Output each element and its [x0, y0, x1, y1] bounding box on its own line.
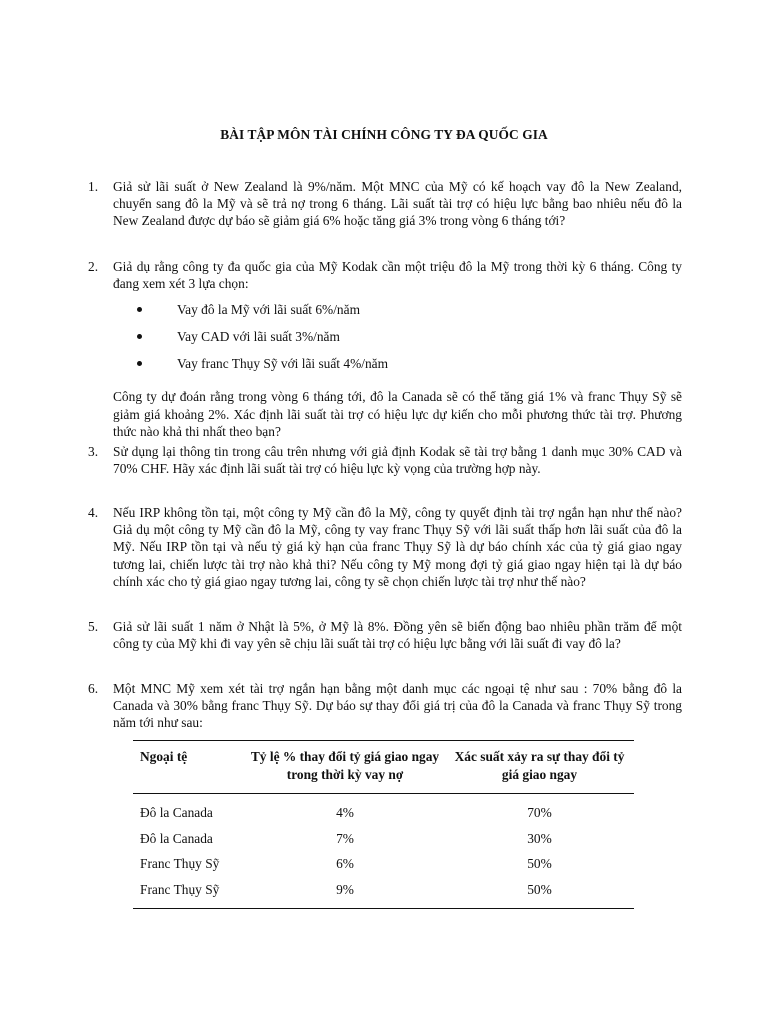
question-6	[88, 680, 682, 732]
question-number: 4.	[88, 505, 99, 520]
bullet-icon	[137, 307, 142, 312]
column-header-currency: Ngoại tệ	[133, 741, 245, 794]
bullet-icon	[137, 361, 142, 366]
cell-change: 7%	[336, 830, 354, 846]
column-header-probability: Xác suất xảy ra sự thay đổi tỷ giá giao ngay	[445, 741, 634, 794]
bullet-icon	[137, 334, 142, 339]
question-number: 3.	[88, 444, 99, 459]
column-header-change: Tỷ lệ % thay đổi tỷ giá giao ngay trong thời kỳ vay nợ	[245, 741, 445, 794]
cell-change: 9%	[245, 877, 445, 909]
cell-probability: 50%	[527, 856, 552, 872]
option-item: Vay đô la Mỹ với lãi suất 6%/năm	[113, 301, 682, 328]
question-4	[88, 504, 682, 590]
question-text: Giả sử lãi suất 1 năm ở Nhật là 5%, ở Mỹ là 8%. Đồng yên sẽ biến động bao nhiêu phần trăm để một công ty của Mỹ khi đi vay yên sẽ chịu lãi suất tài trợ có hiệu lực bằng với lãi suất đi vay đô la?	[113, 619, 682, 652]
option-item: Vay CAD với lãi suất 3%/năm	[113, 328, 682, 355]
cell-probability: 30%	[527, 830, 552, 846]
question-number: 5.	[88, 619, 99, 634]
question-number: 2.	[88, 259, 99, 274]
question-text: Nếu IRP không tồn tại, một công ty Mỹ cần đô la Mỹ, công ty quyết định tài trợ ngắn hạn như thế nào? Giả dụ một công ty Mỹ cần đô la Mỹ, công ty vay franc Thụy Sỹ với lãi suất thấp hơn lãi suất của đô la Mỹ. Nếu IRP tồn tại và nếu tỷ giá kỳ hạn của franc Thụy Sỹ là dự báo chính xác của tỷ giá giao ngay tương lai, chiến lược tài trợ nào khả thi? Nếu công ty Mỹ mong đợi tỷ giá giao ngay hiện tại là dự báo chính xác cho tỷ giá giao ngay tương lai, công ty sẽ chọn chiến lược tài trợ như thế nào?	[113, 505, 682, 589]
table-row	[133, 877, 634, 909]
question-number: 1.	[88, 179, 99, 194]
cell-currency: Đô la Canada	[140, 805, 213, 821]
question-2	[88, 258, 682, 440]
question-1	[88, 178, 682, 230]
question-text: Một MNC Mỹ xem xét tài trợ ngắn hạn bằng một danh mục các ngoại tệ như sau : 70% bằng đô la Canada và 30% bằng franc Thụy Sỹ. Dự báo sự thay đổi giá trị của đô la Canada và franc Thụy Sỹ trong năm tới như sau:	[113, 681, 682, 731]
cell-probability: 50%	[445, 877, 634, 909]
table-row	[133, 851, 634, 877]
currency-change-table	[133, 740, 634, 909]
question-text: Giả dụ rằng công ty đa quốc gia của Mỹ Kodak cần một triệu đô la Mỹ trong thời kỳ 6 tháng. Công ty đang xem xét 3 lựa chọn:	[113, 259, 682, 292]
question-number: 6.	[88, 681, 99, 696]
option-list	[113, 301, 682, 382]
table-row	[133, 826, 634, 852]
question-text: Giả sử lãi suất ở New Zealand là 9%/năm. Một MNC của Mỹ có kế hoạch vay đô la New Zealand, chuyển sang đô la Mỹ và sẽ trả nợ trong 6 tháng. Lãi suất tài trợ có hiệu lực bằng bao nhiêu nếu đô la New Zealand được dự báo sẽ giảm giá 6% hoặc tăng giá 3% trong vòng 6 tháng tới?	[113, 179, 682, 229]
cell-change: 6%	[336, 856, 354, 872]
document-title: BÀI TẬP MÔN TÀI CHÍNH CÔNG TY ĐA QUỐC GIA	[220, 127, 548, 142]
question-5	[88, 618, 682, 652]
cell-currency: Đô la Canada	[140, 830, 213, 846]
cell-probability: 70%	[527, 805, 552, 821]
cell-currency: Franc Thụy Sỹ	[140, 856, 220, 872]
question-3	[88, 443, 682, 477]
cell-currency: Franc Thụy Sỹ	[133, 877, 245, 909]
option-item: Vay franc Thụy Sỹ với lãi suất 4%/năm	[113, 355, 682, 382]
table-header-row	[133, 741, 634, 794]
cell-change: 4%	[336, 805, 354, 821]
table-row	[133, 794, 634, 826]
question-text: Sử dụng lại thông tin trong câu trên nhưng với giả định Kodak sẽ tài trợ bằng 1 danh mục 30% CAD và 70% CHF. Hãy xác định lãi suất tài trợ có hiệu lực kỳ vọng của trường hợp này.	[113, 444, 682, 477]
question-followup: Công ty dự đoán rằng trong vòng 6 tháng tới, đô la Canada sẽ có thể tăng giá 1% và franc Thụy Sỹ sẽ giảm giá khoảng 2%. Xác định lãi suất tài trợ có hiệu lực dự kiến cho mỗi phương thức tài trợ. Phương thức nào khả thi nhất theo bạn?	[113, 389, 682, 439]
